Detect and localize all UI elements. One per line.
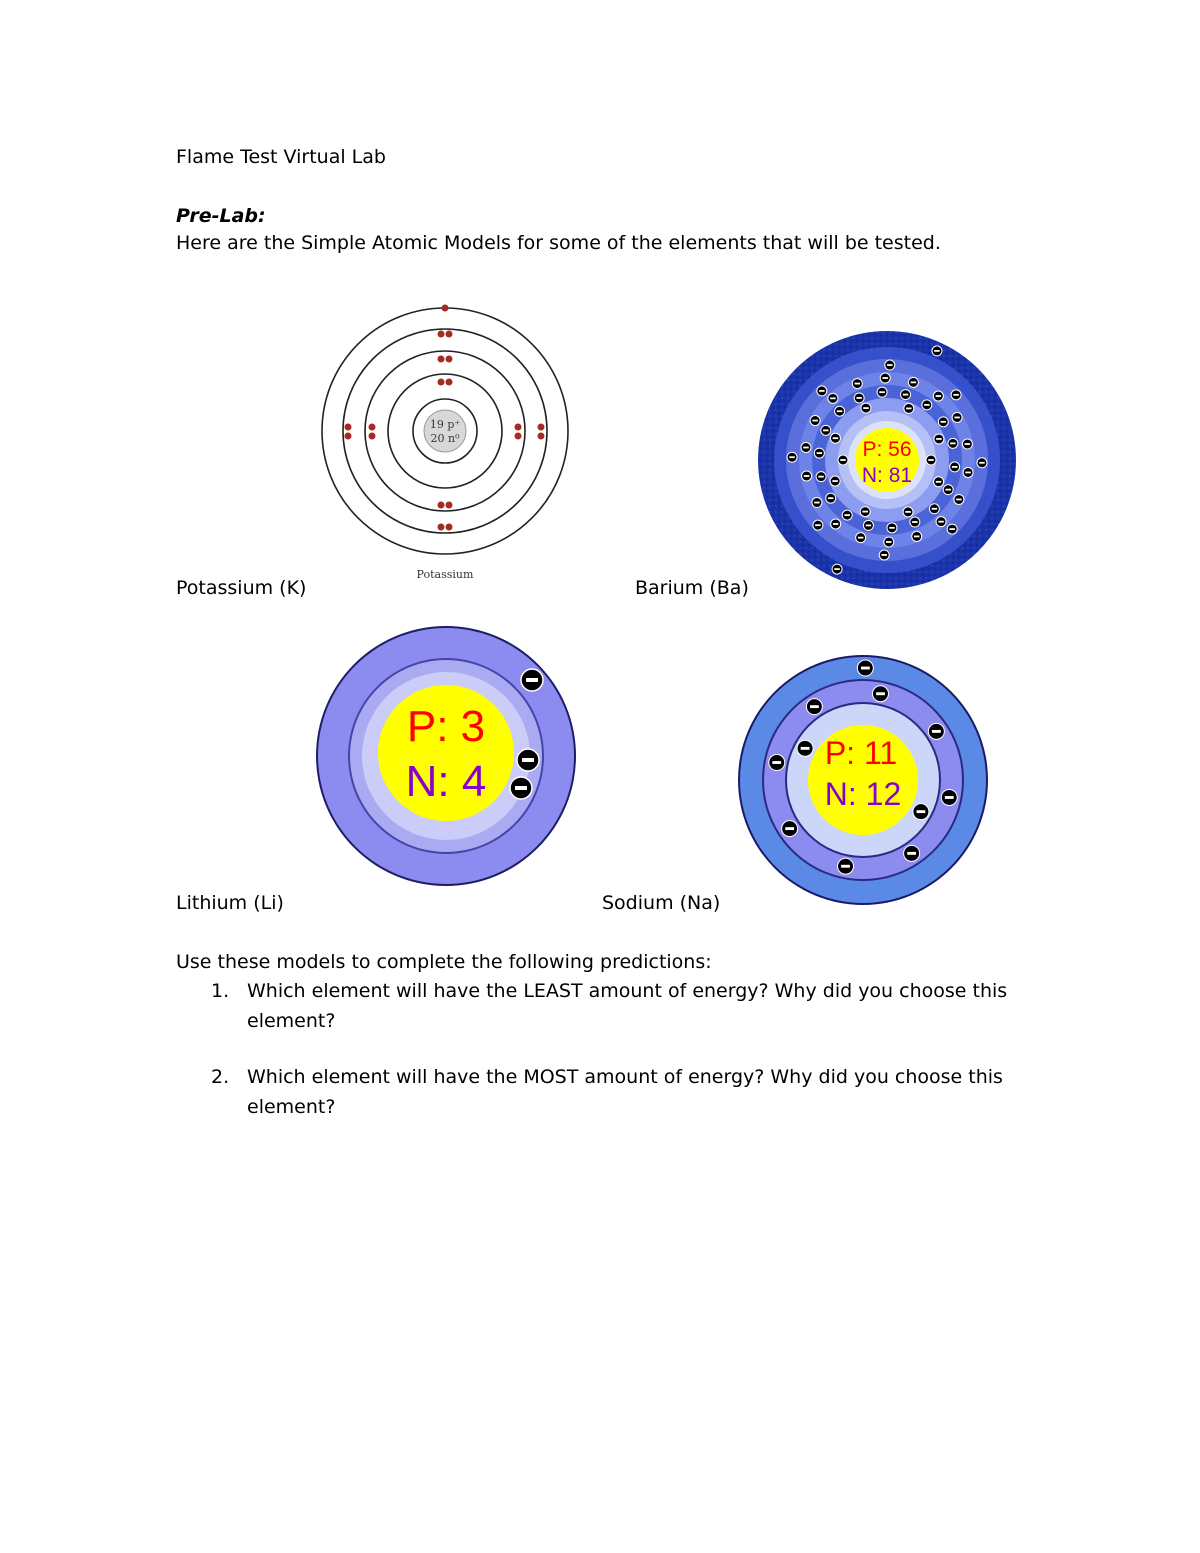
electron-minus: [906, 408, 912, 410]
potassium-model: [318, 302, 572, 586]
electron-minus: [841, 865, 850, 868]
electron-minus: [945, 796, 954, 799]
electron-minus: [882, 377, 888, 379]
electron-minus: [866, 525, 872, 527]
electron-minus: [789, 456, 795, 458]
electron-minus: [954, 417, 960, 419]
lithium-model: [314, 626, 578, 888]
electron-minus: [817, 452, 823, 454]
electron-minus: [907, 852, 916, 855]
electron-minus: [979, 462, 985, 464]
electron-minus: [876, 692, 885, 695]
electron-minus: [936, 395, 942, 397]
potassium-image-label: Potassium: [416, 568, 474, 581]
electron-minus: [814, 502, 820, 504]
electron-minus: [818, 476, 824, 478]
electron-minus: [965, 443, 971, 445]
electron-minus: [911, 381, 917, 383]
intro-text: Here are the Simple Atomic Models for some of the elements that will be tested.: [176, 232, 941, 254]
electron-minus: [840, 459, 846, 461]
electron-minus: [832, 480, 838, 482]
electron-minus: [934, 350, 940, 352]
electron-minus: [803, 447, 809, 449]
electron-minus: [812, 420, 818, 422]
electron-minus: [928, 459, 934, 461]
electron-minus: [953, 394, 959, 396]
electron-minus: [858, 537, 864, 539]
electron-minus: [938, 521, 944, 523]
document-title: Flame Test Virtual Lab: [176, 146, 386, 168]
lithium-nucleus-protons: P: 3: [406, 702, 486, 751]
barium-nucleus-neutrons: N: 81: [861, 464, 913, 487]
electron-minus: [804, 475, 810, 477]
electron-minus: [905, 511, 911, 513]
question-1-text: Which element will have the LEAST amount of energy? Why did you choose this element?: [247, 980, 1008, 1032]
electron-minus: [833, 437, 839, 439]
electron-minus: [932, 730, 941, 733]
electron-minus: [932, 508, 938, 510]
electron-minus: [830, 397, 836, 399]
electron-minus: [801, 747, 810, 750]
potassium-nucleus-neutrons: 20 n⁰: [430, 432, 460, 445]
instructions-text: Use these models to complete the following predictions:: [176, 951, 712, 973]
electron-minus: [828, 497, 834, 499]
electron-minus: [863, 407, 869, 409]
electron-minus: [823, 429, 829, 431]
electron-minus: [941, 421, 947, 423]
question-2-number: 2.: [211, 1066, 230, 1088]
electron-minus: [772, 761, 781, 764]
prelab-heading: Pre-Lab:: [176, 205, 266, 227]
electron-minus: [815, 524, 821, 526]
electron-minus: [879, 391, 885, 393]
electron-minus: [886, 541, 892, 543]
electron-minus: [924, 404, 930, 406]
electron-minus: [965, 472, 971, 474]
electron-minus: [917, 810, 926, 813]
lithium-nucleus-neutrons: N: 4: [405, 757, 487, 806]
potassium-nucleus-protons: 19 p⁺: [429, 418, 461, 431]
sodium-model: [737, 654, 989, 906]
barium-model: [756, 330, 1018, 590]
electron-minus: [819, 390, 825, 392]
electron-minus: [903, 394, 909, 396]
potassium-nucleus: [424, 410, 466, 452]
lithium-caption: Lithium (Li): [176, 892, 284, 914]
electron-minus: [833, 523, 839, 525]
barium-nucleus-protons: P: 56: [862, 438, 912, 461]
electron-minus: [936, 438, 942, 440]
sodium-nucleus-neutrons: N: 12: [824, 776, 902, 812]
electron-minus: [861, 667, 870, 670]
question-1-number: 1.: [211, 980, 230, 1002]
electron-minus: [856, 397, 862, 399]
electron-minus: [912, 521, 918, 523]
electron-minus: [844, 514, 850, 516]
electron-minus: [837, 410, 843, 412]
barium-caption: Barium (Ba): [635, 577, 749, 599]
electron-minus: [881, 554, 887, 556]
question-2-text: Which element will have the MOST amount of energy? Why did you choose this element?: [247, 1066, 1003, 1118]
electron-minus: [936, 481, 942, 483]
electron-minus: [949, 528, 955, 530]
electron-minus: [887, 364, 893, 366]
potassium-caption: Potassium (K): [176, 577, 307, 599]
sodium-caption: Sodium (Na): [602, 892, 721, 914]
electron-minus: [950, 442, 956, 444]
electron-minus: [952, 466, 958, 468]
electron-minus: [914, 536, 920, 538]
electron-minus: [785, 827, 794, 830]
electron-minus: [889, 527, 895, 529]
electron-minus: [956, 499, 962, 501]
electron-minus: [834, 568, 840, 570]
electron-minus: [945, 489, 951, 491]
electron-minus: [862, 511, 868, 513]
electron-minus: [855, 383, 861, 385]
electron-minus: [810, 705, 819, 708]
sodium-nucleus-protons: P: 11: [824, 735, 898, 771]
